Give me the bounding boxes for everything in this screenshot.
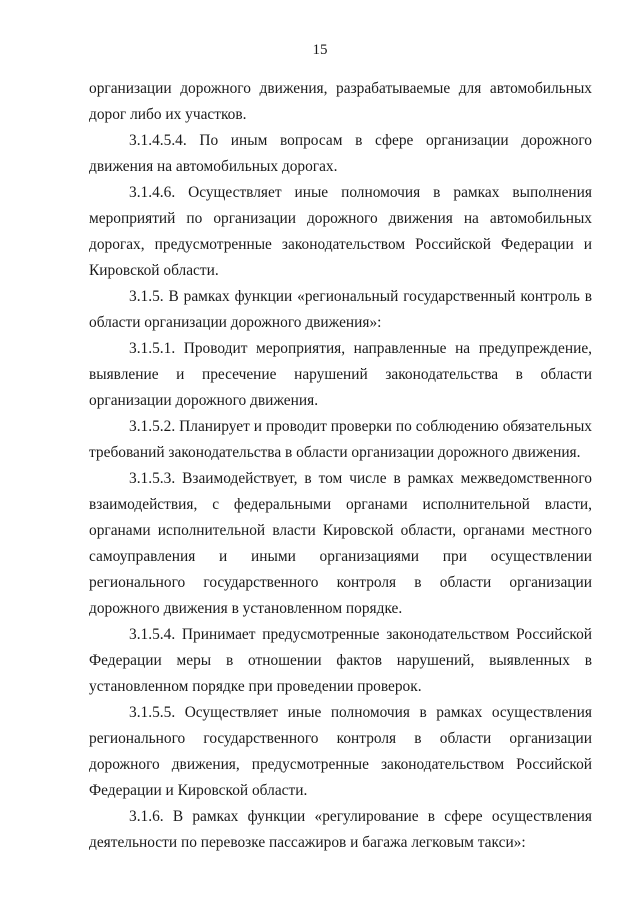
- paragraph-3-1-4-5-4: 3.1.4.5.4. По иным вопросам в сфере организации дорожного движения на автомобильных дорогах.: [89, 132, 592, 175]
- paragraph-3-1-5-1: 3.1.5.1. Проводит мероприятия, направленные на предупреждение, выявление и пресечение нарушений законодательства в области организации дорожного движения.: [89, 340, 592, 409]
- paragraph-3-1-5-5: 3.1.5.5. Осуществляет иные полномочия в рамках осуществления регионального государственного контроля в области организации дорожного движения, предусмотренные законодательством Российской Федерации и Кировской области.: [89, 704, 592, 799]
- paragraph-3-1-6: 3.1.6. В рамках функции «регулирование в сфере осуществления деятельности по перевозке пассажиров и багажа легковым такси»:: [89, 808, 592, 851]
- paragraph-3-1-4-6: 3.1.4.6. Осуществляет иные полномочия в рамках выполнения мероприятий по организации дорожного движения на автомобильных дорогах, предусмотренные законодательством Российской Федерации и Кировской области.: [89, 184, 592, 279]
- page-number: 15: [312, 42, 328, 58]
- paragraph-3-1-5-3: 3.1.5.3. Взаимодействует, в том числе в рамках межведомственного взаимодействия, с федеральными органами исполнительной власти, органами исполнительной власти Кировской области, органами местного самоуправления и иными организациями при осуществлении регионального государственного контроля в области организации дорожного движения в установленном порядке.: [89, 470, 592, 617]
- document-body: [89, 76, 592, 856]
- paragraph-continuation: организации дорожного движения, разрабатываемые для автомобильных дорог либо их участков.: [89, 80, 592, 123]
- paragraph-3-1-5-2: 3.1.5.2. Планирует и проводит проверки по соблюдению обязательных требований законодательства в области организации дорожного движения.: [89, 418, 592, 461]
- paragraph-3-1-5: 3.1.5. В рамках функции «региональный государственный контроль в области организации дорожного движения»:: [89, 288, 592, 331]
- paragraph-3-1-5-4: 3.1.5.4. Принимает предусмотренные законодательством Российской Федерации меры в отношении фактов нарушений, выявленных в установленном порядке при проведении проверок.: [89, 626, 592, 695]
